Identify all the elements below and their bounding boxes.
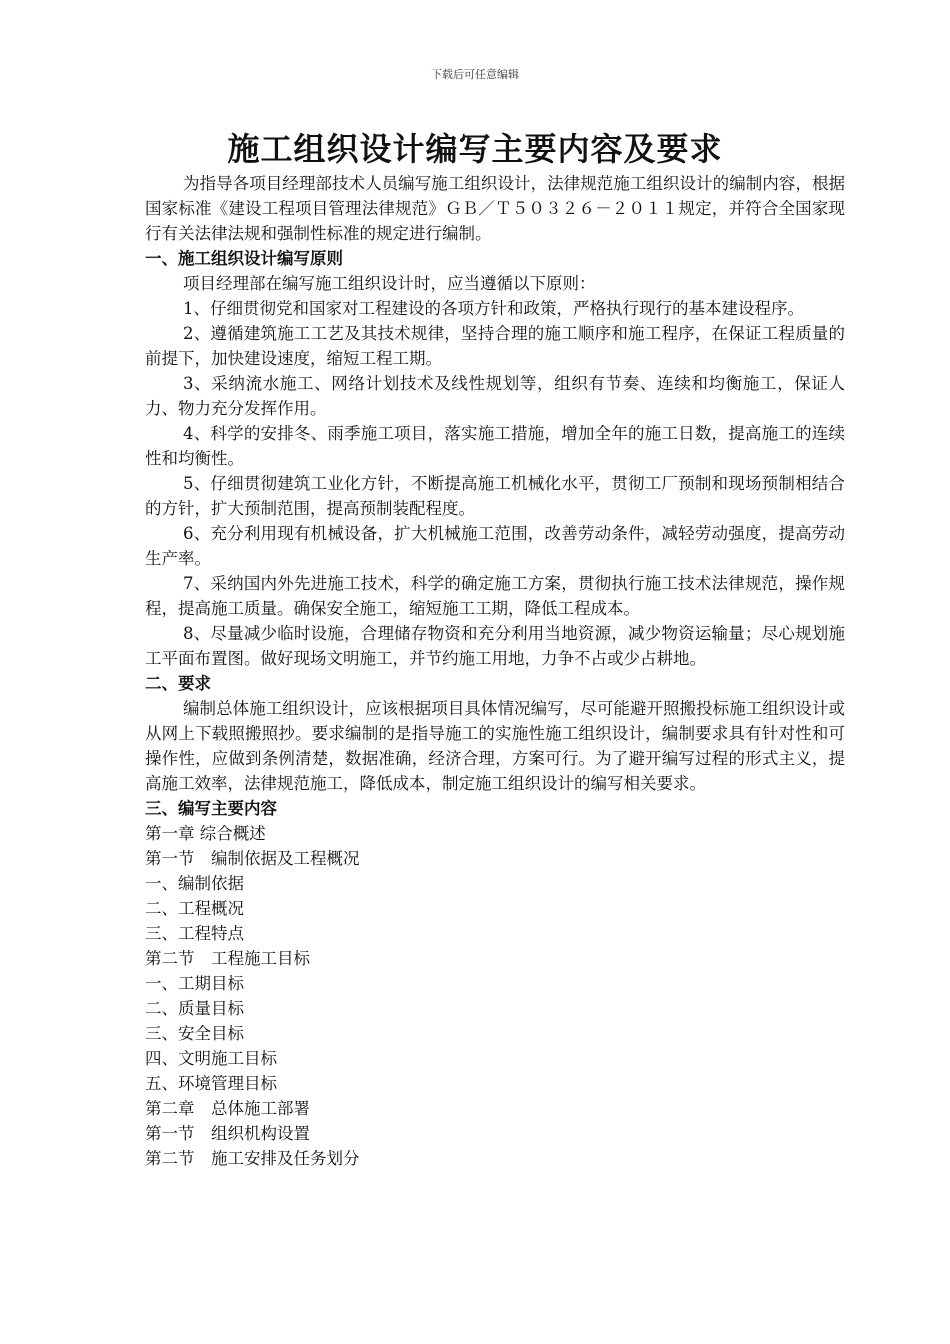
section-heading-contents: 三、编写主要内容: [145, 799, 277, 818]
requirements-paragraph: 编制总体施工组织设计，应该根据项目具体情况编写，尽可能避开照搬投标施工组织设计或从网上下载照搬照抄。要求编制的是指导施工的实施性施工组织设计，编制要求具有针对性和可操作性，应做到条例清楚，数据准确，经济合理，方案可行。为了避开编写过程的形式主义，提高施工效率，法律规范施工，降低成本，制定施工组织设计的编写相关要求。: [145, 699, 845, 793]
outline-item: 第二节 施工安排及任务划分: [145, 1149, 360, 1168]
section-heading-principles: 一、施工组织设计编写原则: [145, 249, 343, 268]
principle-item: 4、科学的安排冬、雨季施工项目，落实施工措施，增加全年的施工日数，提高施工的连续性和均衡性。: [145, 424, 845, 468]
outline-item: 一、工期目标: [145, 974, 244, 993]
outline-item: 四、文明施工目标: [145, 1049, 277, 1068]
outline-item: 二、质量目标: [145, 999, 244, 1018]
outline-item: 二、工程概况: [145, 899, 244, 918]
outline-item: 第二节 工程施工目标: [145, 949, 310, 968]
outline-item: 第一节 组织机构设置: [145, 1124, 310, 1143]
section-heading-requirements: 二、要求: [145, 674, 211, 693]
document-title: 施工组织设计编写主要内容及要求: [227, 130, 723, 168]
intro-paragraph: 为指导各项目经理部技术人员编写施工组织设计，法律规范施工组织设计的编制内容，根据国家标准《建设工程项目管理法律规范》ＧＢ／Ｔ５０３２６－２０１１规定，并符合全国家现行有关法律法规和强制性标准的规定进行编制。: [145, 174, 845, 243]
principles-lead: 项目经理部在编写施工组织设计时，应当遵循以下原则：: [183, 274, 596, 293]
principle-item: 6、充分利用现有机械设备，扩大机械施工范围，改善劳动条件，减轻劳动强度，提高劳动生产率。: [145, 524, 845, 568]
outline-item: 一、编制依据: [145, 874, 244, 893]
document-body: [145, 171, 845, 1171]
outline-item: 三、工程特点: [145, 924, 244, 943]
principle-item: 5、仔细贯彻建筑工业化方针，不断提高施工机械化水平，贯彻工厂预制和现场预制相结合的方针，扩大预制范围，提高预制装配程度。: [145, 474, 845, 518]
page-header: 下载后可任意编辑: [431, 68, 519, 81]
principle-item: 8、尽量减少临时设施，合理储存物资和充分利用当地资源，减少物资运输量；尽心规划施工平面布置图。做好现场文明施工，并节约施工用地，力争不占或少占耕地。: [145, 624, 845, 668]
principle-item: 7、采纳国内外先进施工技术，科学的确定施工方案，贯彻执行施工技术法律规范，操作规程，提高施工质量。确保安全施工，缩短施工工期，降低工程成本。: [145, 574, 845, 618]
outline-item: 三、安全目标: [145, 1024, 244, 1043]
outline-item: 五、环境管理目标: [145, 1074, 277, 1093]
outline-item: 第一节 编制依据及工程概况: [145, 849, 360, 868]
principle-item: 1、仔细贯彻党和国家对工程建设的各项方针和政策，严格执行现行的基本建设程序。: [183, 299, 804, 318]
principle-item: 3、采纳流水施工、网络计划技术及线性规划等，组织有节奏、连续和均衡施工，保证人力、物力充分发挥作用。: [145, 374, 845, 418]
outline-item: 第二章 总体施工部署: [145, 1099, 310, 1118]
outline-item: 第一章 综合概述: [145, 824, 266, 843]
principle-item: 2、遵循建筑施工工艺及其技术规律，坚持合理的施工顺序和施工程序，在保证工程质量的前提下，加快建设速度，缩短工程工期。: [145, 324, 845, 368]
